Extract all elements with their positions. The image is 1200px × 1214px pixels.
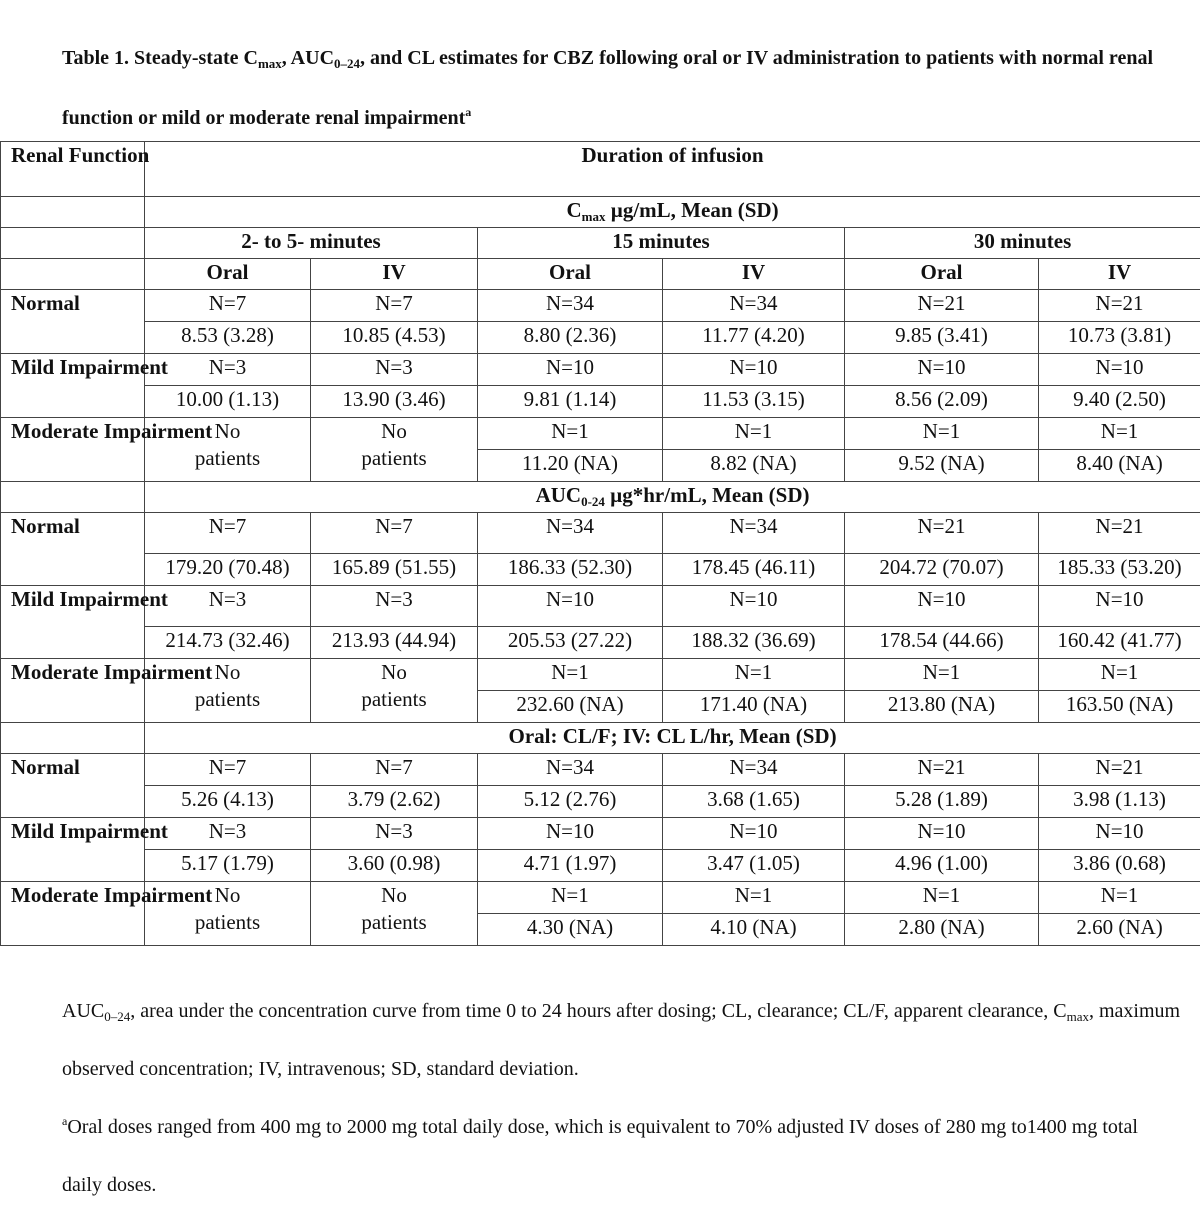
value-cell: 9.52 (NA) [845,450,1039,482]
route-header-cell: IV [311,259,478,290]
value-cell: 3.68 (1.65) [663,786,845,818]
value-cell: 2.60 (NA) [1039,914,1200,946]
table-row [1,322,1200,354]
n-cell: N=3 [311,586,478,627]
renal-group-label: Mild Impairment [1,818,145,882]
n-cell: N=34 [663,754,845,786]
renal-group-label: Normal [1,290,145,354]
n-cell: N=10 [663,354,845,386]
n-cell: N=3 [145,818,311,850]
blank-cell [1,228,145,259]
renal-group-label: Mild Impairment [1,354,145,418]
n-cell: N=10 [845,818,1039,850]
n-cell: N=1 [663,418,845,450]
n-cell: N=1 [478,882,663,914]
value-cell: 178.54 (44.66) [845,627,1039,659]
value-cell: 163.50 (NA) [1039,691,1200,723]
value-cell: 178.45 (46.11) [663,554,845,586]
n-cell: N=21 [1039,754,1200,786]
n-cell: N=1 [1039,882,1200,914]
n-cell: N=10 [478,354,663,386]
table-row [1,354,1200,386]
n-cell: N=3 [311,354,478,386]
value-cell: 8.53 (3.28) [145,322,311,354]
no-patients-cell: No patients [311,882,478,946]
value-cell: 214.73 (32.46) [145,627,311,659]
no-patients-cell: No patients [145,882,311,946]
value-cell: 10.00 (1.13) [145,386,311,418]
n-cell: N=10 [478,818,663,850]
section-header: $C_{max}$ µg/mL, Mean (SD) [145,197,1200,228]
n-cell: N=10 [478,586,663,627]
table-row [1,754,1200,786]
renal-group-label: Normal [1,513,145,586]
table-row [1,818,1200,850]
value-cell: 4.71 (1.97) [478,850,663,882]
blank-cell [1,197,145,228]
value-cell: 3.79 (2.62) [311,786,478,818]
n-cell: N=10 [1039,586,1200,627]
n-cell: N=34 [663,513,845,554]
duration-header-cell: 2- to 5- minutes [145,228,478,259]
value-cell: 186.33 (52.30) [478,554,663,586]
value-cell: 3.47 (1.05) [663,850,845,882]
renal-group-label: Normal [1,754,145,818]
duration-header: Duration of infusion [145,142,1200,197]
table-row [1,659,1200,691]
no-patients-cell: No patients [311,418,478,482]
n-cell: N=7 [145,513,311,554]
value-cell: 171.40 (NA) [663,691,845,723]
no-patients-cell: No patients [311,659,478,723]
renal-group-label: Moderate Impairment [1,418,145,482]
table-row [1,586,1200,627]
value-cell: 11.20 (NA) [478,450,663,482]
table-row [1,513,1200,554]
route-header-cell: Oral [478,259,663,290]
route-header-cell: Oral [145,259,311,290]
value-cell: 165.89 (51.55) [311,554,478,586]
n-cell: N=10 [845,354,1039,386]
n-cell: N=21 [1039,290,1200,322]
table-row [1,418,1200,450]
value-cell: 5.17 (1.79) [145,850,311,882]
no-patients-cell: No patients [145,659,311,723]
value-cell: 13.90 (3.46) [311,386,478,418]
n-cell: N=10 [845,586,1039,627]
n-cell: N=7 [311,513,478,554]
value-cell: 10.85 (4.53) [311,322,478,354]
value-cell: 213.93 (44.94) [311,627,478,659]
n-cell: N=34 [478,513,663,554]
value-cell: 5.12 (2.76) [478,786,663,818]
value-cell: 5.26 (4.13) [145,786,311,818]
route-header-cell: IV [663,259,845,290]
n-cell: N=1 [663,882,845,914]
value-cell: 185.33 (53.20) [1039,554,1200,586]
value-cell: 4.96 (1.00) [845,850,1039,882]
n-cell: N=3 [145,354,311,386]
n-cell: N=34 [663,290,845,322]
value-cell: 3.60 (0.98) [311,850,478,882]
n-cell: N=3 [145,586,311,627]
table-row [1,850,1200,882]
table-row [1,786,1200,818]
value-cell: 213.80 (NA) [845,691,1039,723]
value-cell: 9.40 (2.50) [1039,386,1200,418]
value-cell: 204.72 (70.07) [845,554,1039,586]
value-cell: 11.53 (3.15) [663,386,845,418]
table-row [1,386,1200,418]
section-header: Oral: CL/F; IV: CL L/hr, Mean (SD) [145,723,1200,754]
table-row [1,627,1200,659]
value-cell: 8.40 (NA) [1039,450,1200,482]
value-cell: 160.42 (41.77) [1039,627,1200,659]
n-cell: N=21 [845,290,1039,322]
n-cell: N=34 [478,290,663,322]
duration-header-cell: 15 minutes [478,228,845,259]
abbreviations-note: $AUC_{0-24}$, area under the concentration curve from time 0 to 24 hours after dosing; CL, clearance; CL/F, apparent clearance, $C_{max}$, maximum observed concentration; IV, intravenous; SD, standard deviation. [62,982,1182,1098]
n-cell: N=34 [478,754,663,786]
blank-cell [1,259,145,290]
n-cell: N=7 [145,754,311,786]
blank-cell [1,482,145,513]
n-cell: N=21 [845,754,1039,786]
value-cell: 3.98 (1.13) [1039,786,1200,818]
renal-group-label: Mild Impairment [1,586,145,659]
renal-group-label: Moderate Impairment [1,659,145,723]
value-cell: 10.73 (3.81) [1039,322,1200,354]
table-row [1,290,1200,322]
n-cell: N=1 [478,659,663,691]
n-cell: N=1 [1039,659,1200,691]
value-cell: 232.60 (NA) [478,691,663,723]
value-cell: 4.10 (NA) [663,914,845,946]
n-cell: N=3 [311,818,478,850]
value-cell: 8.80 (2.36) [478,322,663,354]
blank-cell [1,723,145,754]
value-cell: 3.86 (0.68) [1039,850,1200,882]
value-cell: 205.53 (27.22) [478,627,663,659]
value-cell: 9.85 (3.41) [845,322,1039,354]
value-cell: 5.28 (1.89) [845,786,1039,818]
value-cell: 4.30 (NA) [478,914,663,946]
section-header: $AUC_{0-24}$ µg*hr/mL, Mean (SD) [145,482,1200,513]
pk-table [0,141,1200,946]
value-cell: 8.82 (NA) [663,450,845,482]
n-cell: N=7 [311,290,478,322]
n-cell: N=1 [1039,418,1200,450]
value-cell: 9.81 (1.14) [478,386,663,418]
route-header-cell: IV [1039,259,1200,290]
n-cell: N=7 [145,290,311,322]
renal-function-header: Renal Function [1,142,145,197]
table-row [1,554,1200,586]
n-cell: N=7 [311,754,478,786]
value-cell: 11.77 (4.20) [663,322,845,354]
n-cell: N=21 [845,513,1039,554]
duration-header-cell: 30 minutes [845,228,1200,259]
footnote-a: $^a$Oral doses ranged from 400 mg to 2000 mg total daily dose, which is equivalent to 70% adjusted IV doses of 280 mg to1400 mg total daily doses. [62,1098,1182,1214]
n-cell: N=1 [845,882,1039,914]
n-cell: N=1 [845,659,1039,691]
table-row [1,882,1200,914]
n-cell: N=10 [663,586,845,627]
value-cell: 179.20 (70.48) [145,554,311,586]
route-header-cell: Oral [845,259,1039,290]
n-cell: N=10 [663,818,845,850]
value-cell: 8.56 (2.09) [845,386,1039,418]
n-cell: N=10 [1039,354,1200,386]
table-title: Table 1. Steady-state $C_{max}$, $AUC_{0-24}$, and CL estimates for CBZ following oral or IV administration to patients with normal renal function or mild or moderate renal impairment$^a$ [62,28,1182,148]
value-cell: 188.32 (36.69) [663,627,845,659]
n-cell: N=1 [663,659,845,691]
n-cell: N=21 [1039,513,1200,554]
n-cell: N=10 [1039,818,1200,850]
value-cell: 2.80 (NA) [845,914,1039,946]
renal-group-label: Moderate Impairment [1,882,145,946]
n-cell: N=1 [845,418,1039,450]
n-cell: N=1 [478,418,663,450]
no-patients-cell: No patients [145,418,311,482]
footnotes [62,982,1182,1214]
